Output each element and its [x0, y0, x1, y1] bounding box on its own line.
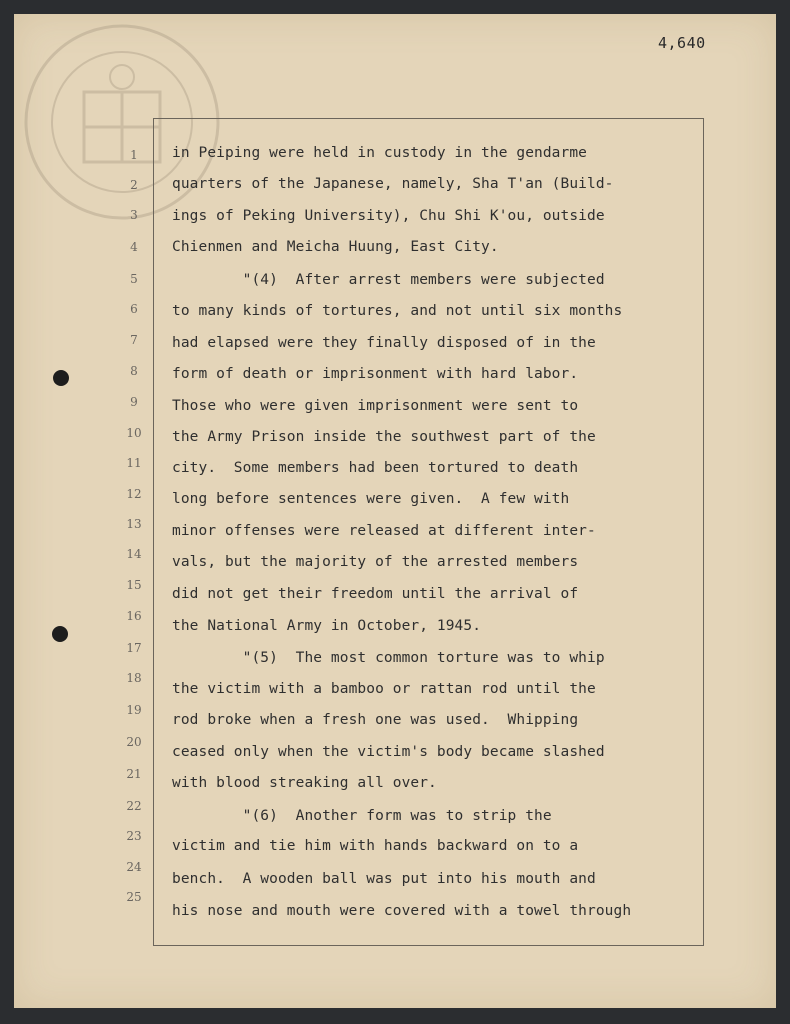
page-number: 4,640 — [658, 34, 706, 52]
text-line: ceased only when the victim's body became slashed — [172, 744, 605, 760]
text-line: did not get their freedom until the arrival of — [172, 586, 579, 602]
text-line: "(4) After arrest members were subjected — [172, 272, 605, 288]
line-number: 7 — [130, 333, 138, 347]
line-number: 24 — [126, 860, 142, 874]
line-number: 16 — [126, 609, 142, 623]
line-number: 12 — [126, 487, 142, 501]
text-line: minor offenses were released at different inter- — [172, 523, 596, 539]
line-number: 5 — [130, 272, 138, 286]
line-number: 11 — [126, 456, 142, 470]
text-line: vals, but the majority of the arrested members — [172, 554, 579, 570]
line-number: 9 — [130, 395, 138, 409]
text-line: to many kinds of tortures, and not until six months — [172, 303, 623, 319]
text-line: quarters of the Japanese, namely, Sha T'an (Build- — [172, 176, 614, 192]
line-number: 22 — [126, 799, 142, 813]
line-number: 21 — [126, 767, 142, 781]
line-number: 2 — [130, 178, 138, 192]
text-line: ings of Peking University), Chu Shi K'ou, outside — [172, 208, 605, 224]
text-line: rod broke when a fresh one was used. Whipping — [172, 712, 579, 728]
line-number: 1 — [130, 148, 138, 162]
line-number: 23 — [126, 829, 142, 843]
punch-hole-top — [53, 370, 69, 386]
line-number: 6 — [130, 302, 138, 316]
line-number: 13 — [126, 517, 142, 531]
text-line: with blood streaking all over. — [172, 775, 437, 791]
line-number: 10 — [126, 426, 142, 440]
line-number: 18 — [126, 671, 142, 685]
line-number: 3 — [130, 208, 138, 222]
text-line: Those who were given imprisonment were sent to — [172, 398, 579, 414]
text-line: the National Army in October, 1945. — [172, 618, 482, 634]
line-number: 20 — [126, 735, 142, 749]
text-line: "(6) Another form was to strip the — [172, 808, 552, 824]
line-number: 19 — [126, 703, 142, 717]
line-number: 8 — [130, 364, 138, 378]
text-line: the victim with a bamboo or rattan rod until the — [172, 681, 596, 697]
punch-hole-bottom — [52, 626, 68, 642]
text-line: form of death or imprisonment with hard labor. — [172, 366, 579, 382]
text-line: "(5) The most common torture was to whip — [172, 650, 605, 666]
text-line: had elapsed were they finally disposed of in the — [172, 335, 596, 351]
text-line: in Peiping were held in custody in the gendarme — [172, 145, 587, 161]
line-number: 4 — [130, 240, 138, 254]
line-number: 15 — [126, 578, 142, 592]
text-line: Chienmen and Meicha Huung, East City. — [172, 239, 499, 255]
line-number: 25 — [126, 890, 142, 904]
line-number: 14 — [126, 547, 142, 561]
text-line: his nose and mouth were covered with a towel through — [172, 903, 632, 919]
text-line: victim and tie him with hands backward on to a — [172, 838, 579, 854]
text-line: bench. A wooden ball was put into his mouth and — [172, 871, 596, 887]
text-line: the Army Prison inside the southwest part of the — [172, 429, 596, 445]
text-line: city. Some members had been tortured to death — [172, 460, 579, 476]
line-number: 17 — [126, 641, 142, 655]
text-line: long before sentences were given. A few with — [172, 491, 570, 507]
